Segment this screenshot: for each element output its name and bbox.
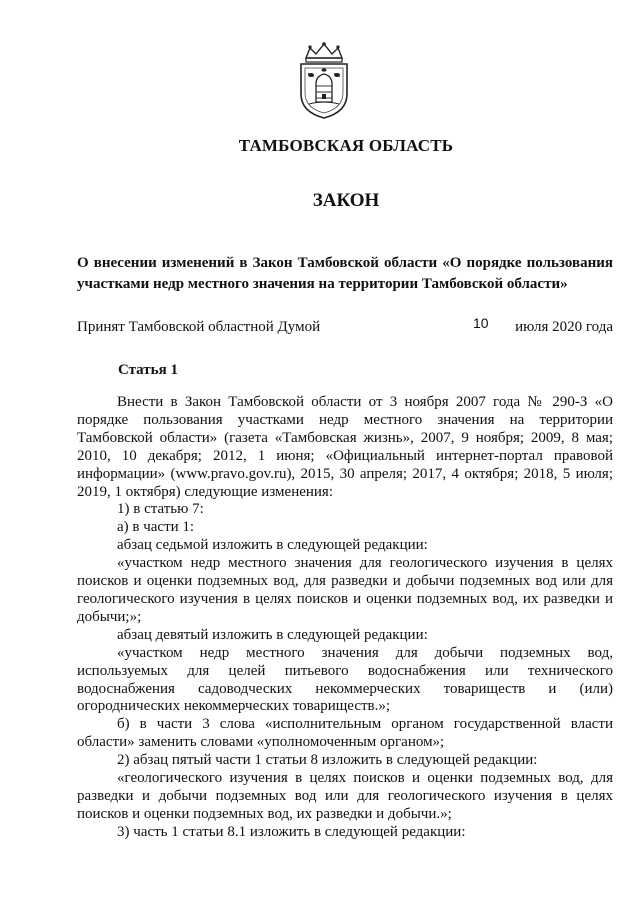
paragraph: «геологического изучения в целях поисков и оценки подземных вод, для разведки и добычи подземных вод или для геологического изучения в целях поисков и оценки подземных вод, их разведки и добычи.»; xyxy=(77,770,613,822)
paragraph: «участком недр местного значения для геологического изучения в целях поисков и оценки подземных вод, для разведки и добычи подземных вод или для геологического изучения в целях поисков и оценки подземных вод, их разведки и добычи;»; xyxy=(77,555,613,625)
paragraph: 3) часть 1 статьи 8.1 изложить в следующей редакции: xyxy=(117,823,466,840)
document-type-heading: ЗАКОН xyxy=(312,190,380,211)
paragraph: 2) абзац пятый части 1 статьи 8 изложить в следующей редакции: xyxy=(117,752,538,769)
paragraph: абзац девятый изложить в следующей редакции: xyxy=(117,626,428,643)
region-heading: ТАМБОВСКАЯ ОБЛАСТЬ xyxy=(238,136,454,155)
paragraph: 1) в статью 7: xyxy=(117,501,204,518)
paragraph: а) в части 1: xyxy=(117,519,195,536)
article-heading: Статья 1 xyxy=(118,362,178,378)
adoption-month-year: июля 2020 года xyxy=(515,319,613,335)
paragraph: б) в части 3 слова «исполнительным органом государственной власти области» заменить словами «уполномоченным органом»; xyxy=(77,716,613,751)
adopted-by: Принят Тамбовской областной Думой xyxy=(77,319,321,335)
paragraph: «участком недр местного значения для добычи подземных вод, используемых для целей питьевого водоснабжения или технического водоснабжения садоводческих некоммерческих товариществ и (или) огороднических некоммерческих товариществ.»; xyxy=(77,644,613,715)
paragraph: абзац седьмой изложить в следующей редакции: xyxy=(117,537,428,554)
adoption-day: 10 xyxy=(473,315,489,331)
paragraph: Внести в Закон Тамбовской области от 3 ноября 2007 года № 290-З «О порядке пользования участками недр местного значения на территории Тамбовской области» (газета «Тамбовская жизнь», 2007, 9 ноября; 2009, 8 мая; 2010, 10 декабря; 2012, 1 июня; «Официальный интернет-портал правовой информации» (www.pravo.gov.ru), 2015, 30 апреля; 2017, 4 октября; 2018, 5 июля; 2019, 1 октября) следующие изменения: xyxy=(77,394,613,500)
tambov-coat-of-arms-icon xyxy=(296,42,352,120)
article-body xyxy=(77,394,613,842)
law-title: О внесении изменений в Закон Тамбовской области «О порядке пользования участками недр местного значения на территории Тамбовской области» xyxy=(77,255,613,292)
